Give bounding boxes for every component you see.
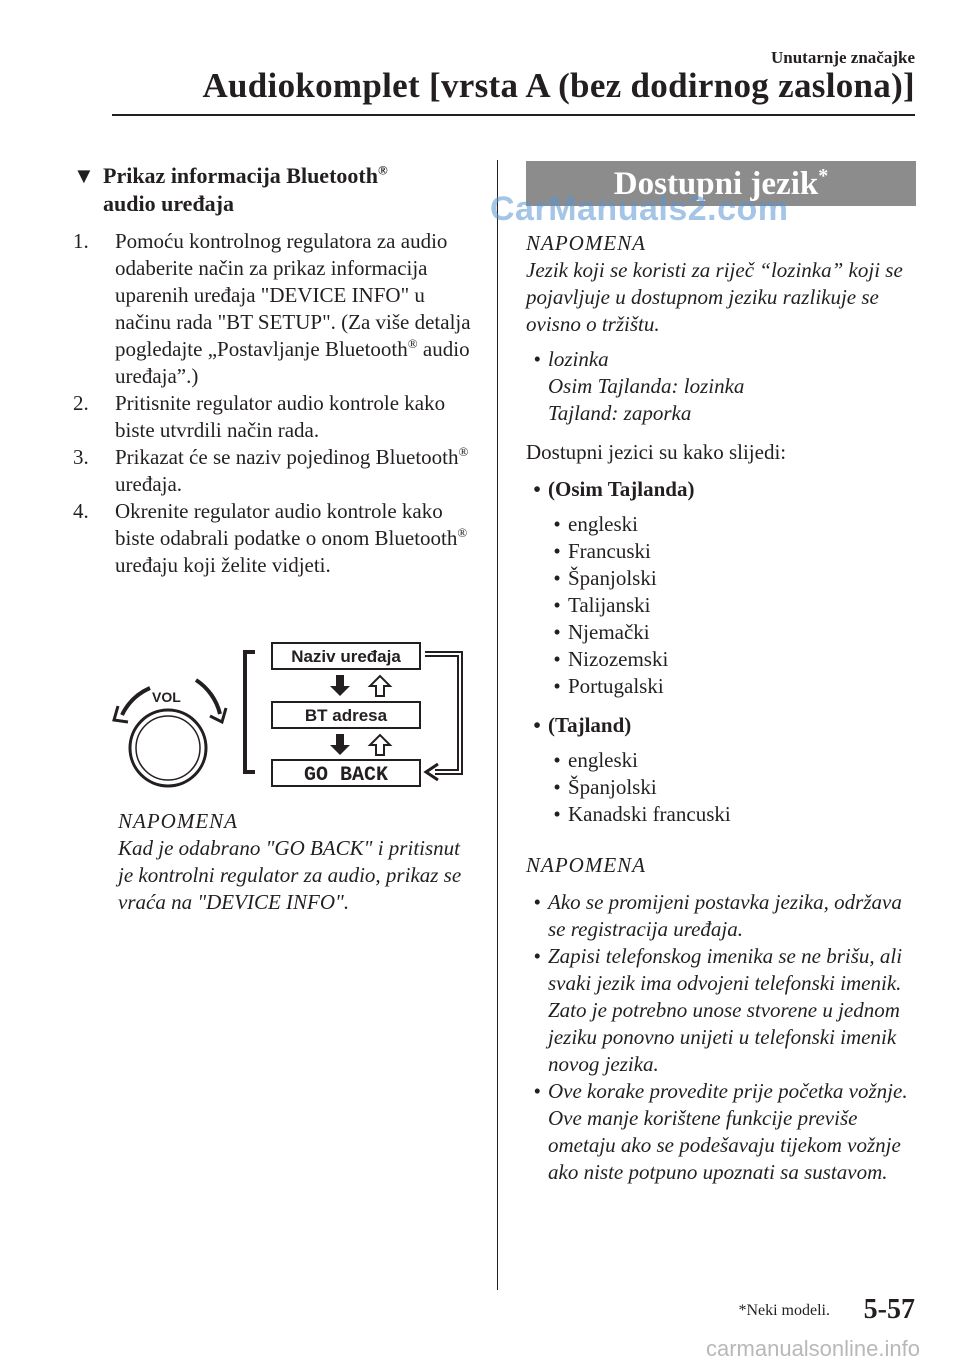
note-heading: NAPOMENA (526, 853, 646, 877)
list-item: • Francuski (553, 539, 651, 563)
step-item (73, 444, 478, 498)
header-divider (112, 114, 915, 116)
note-left (118, 808, 478, 916)
page-title: Audiokomplet [vrsta A (bez dodirnog zaslona)] (202, 66, 915, 105)
note-heading: NAPOMENA (118, 809, 238, 833)
section-label: Unutarnje značajke (770, 48, 915, 67)
list-item: • Ove korake provedite prije početka vožnje. Ove manje korištene funkcije previše ometaju ako se podešavaju tijekom vožnje ako niste potpuno upoznati sa sustavom. (533, 1079, 908, 1184)
note-list (526, 889, 921, 1186)
step-number: 2. (73, 391, 89, 415)
box-go-back: GO BACK (303, 764, 389, 787)
languages-intro: Dostupni jezici su kako slijedi: (526, 440, 787, 464)
list-item: • Ako se promijeni postavka jezika, održava se registracija uređaja. (533, 890, 902, 941)
note-right-1 (526, 230, 921, 1186)
column-divider (497, 160, 498, 1290)
list-item: • engleski (553, 512, 638, 536)
list-item: • Španjolski (553, 775, 657, 799)
list-item: • lozinka Osim Tajlanda: lozinka Tajland: zaporka (533, 347, 745, 425)
step-item (73, 228, 478, 390)
box-bt-address: BT adresa (304, 706, 388, 725)
step-text: Pritisnite regulator audio kontrole kako biste utvrdili način rada. (115, 391, 446, 442)
list-item: • engleski (553, 748, 638, 772)
note-heading: NAPOMENA (526, 231, 646, 255)
note-text: Kad je odabrano "GO BACK" i pritisnut je kontrolni regulator za audio, prikaz se vraća na "DEVICE INFO". (118, 836, 462, 914)
list-item: • Kanadski francuski (553, 802, 731, 826)
page-number: 5-57 (863, 1294, 915, 1325)
volume-knob-icon (114, 680, 226, 786)
list-item: • Španjolski (553, 566, 657, 590)
watermark: CarManuals2.com (490, 190, 789, 228)
note-text: Jezik koji se koristi za riječ “lozinka” koji se pojavljuje u dostupnom jeziku razlikuje se ovisno o tržištu. (526, 258, 903, 336)
step-number: 3. (73, 445, 89, 469)
step-item (73, 390, 478, 444)
list-item: • Zapisi telefonskog imenika se ne brišu, ali svaki jezik ima odvojeni telefonski imenik. Zato je potrebno unose stvorene u jednom jeziku ponovno unijeti u telefonski imenik novog jezika. (533, 944, 903, 1076)
footer-watermark: carmanualsonline.info (705, 1336, 920, 1361)
vol-label: VOL (152, 689, 181, 705)
step-text: Prikazat će se naziv pojedinog Bluetooth® uređaja. (115, 444, 469, 496)
step-text: Okrenite regulator audio kontrole kako biste odabrali podatke o onom Bluetooth® uređaju koji želite vidjeti. (115, 499, 468, 577)
list-item: • Talijanski (553, 593, 651, 617)
step-list (73, 228, 478, 579)
section-heading (73, 162, 478, 218)
heading-line1: Prikaz informacija Bluetooth (103, 163, 378, 188)
language-list (526, 747, 921, 828)
banner-asterisk: * (818, 165, 829, 187)
group-title: • (Tajland) (533, 713, 632, 737)
list-item: • Njemački (553, 620, 650, 644)
step-number: 1. (73, 229, 89, 253)
loop-arrow-icon (425, 654, 460, 780)
list-item: • Nizozemski (553, 647, 669, 671)
banner-title: Dostupni jezik (613, 166, 819, 202)
heading-line2: audio uređaja (103, 191, 235, 216)
box-device-name: Naziv uređaja (291, 647, 401, 666)
language-list (526, 511, 921, 700)
group-title: • (Osim Tajlanda) (533, 477, 695, 501)
step-number: 4. (73, 499, 89, 523)
step-item (73, 498, 478, 579)
step-text: Pomoću kontrolnog regulatora za audio odaberite način za prikaz informacija uparenih uređaja "DEVICE INFO" u načinu rada "BT SETUP". (Za više detalja pogledajte „Postavljanje Bluetooth® audio uređaja”.) (115, 229, 471, 388)
registered-mark: ® (377, 162, 388, 178)
audio-knob-diagram (100, 640, 490, 790)
triangle-down-icon: ▼ (73, 163, 95, 188)
list-item: • Portugalski (553, 674, 664, 698)
footnote: *Neki modeli. (738, 1302, 830, 1319)
